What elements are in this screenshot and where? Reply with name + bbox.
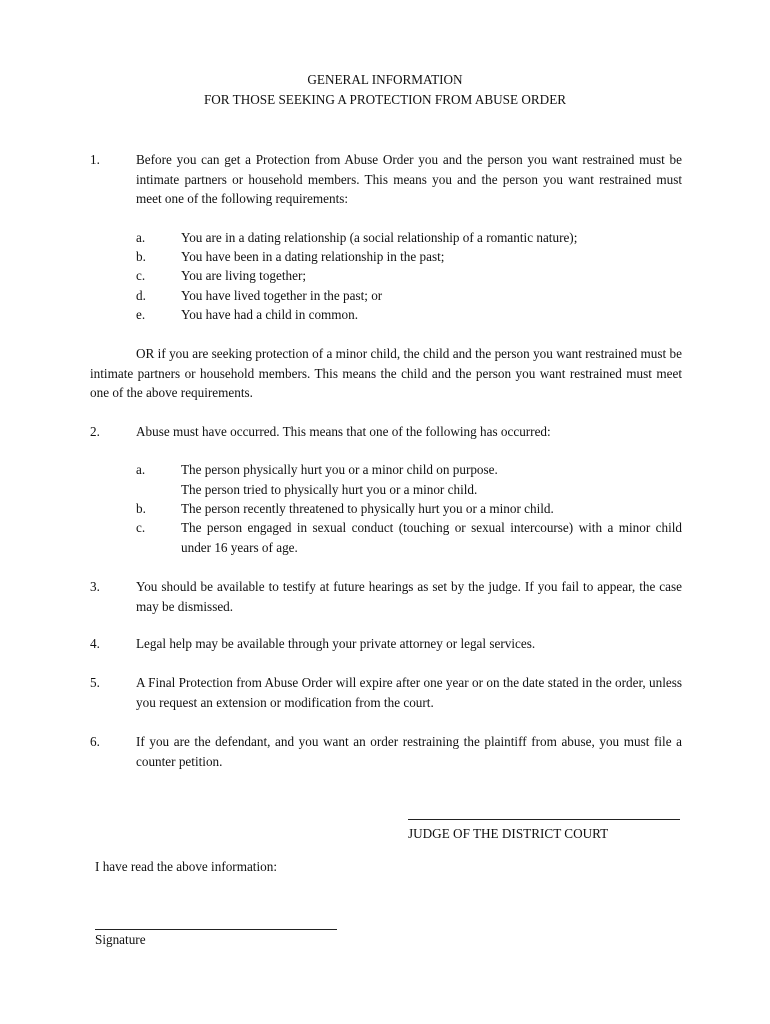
section-1-item-b-text: You have been in a dating relationship in the past; <box>181 249 445 264</box>
title-line-1: GENERAL INFORMATION <box>307 72 463 87</box>
judge-label: JUDGE OF THE DISTRICT COURT <box>408 826 609 841</box>
section-1-item-c-letter: c. <box>136 268 146 283</box>
acknowledgement-text: I have read the above information: <box>95 859 277 874</box>
section-1-item-e-text: You have had a child in common. <box>181 307 359 322</box>
section-5-number: 5. <box>90 675 100 690</box>
section-1-item-a-text: You are in a dating relationship (a social relationship of a romantic nature); <box>181 230 578 245</box>
section-2-item-b-text: The person recently threatened to physically hurt you or a minor child. <box>181 501 554 516</box>
section-2-item-b-letter: b. <box>136 501 146 516</box>
section-1-text: Before you can get a Protection from Abuse Order you and the person you want restrained must be intimate partners or household members. This means you and the person you want restrained must meet one of the following requirements: <box>136 152 682 206</box>
section-2-item-a-letter: a. <box>136 462 146 477</box>
section-2-text: Abuse must have occurred. This means that one of the following has occurred: <box>136 424 551 439</box>
section-1-item-d-text: You have lived together in the past; or <box>181 288 383 303</box>
section-3-number: 3. <box>90 579 100 594</box>
section-1-number: 1. <box>90 152 100 167</box>
section-1-item-e-letter: e. <box>136 307 146 322</box>
minor-child-paragraph: OR if you are seeking protection of a minor child, the child and the person you want restrained must be intimate partners or household members. This means the child and the person you want restrained must meet one of the above requirements. <box>90 346 682 400</box>
section-6-number: 6. <box>90 734 100 749</box>
section-2-number: 2. <box>90 424 100 439</box>
section-1-item-c-text: You are living together; <box>181 268 307 283</box>
section-4-number: 4. <box>90 636 100 651</box>
section-3-text: You should be available to testify at future hearings as set by the judge. If you fail to appear, the case may be dismissed. <box>136 579 682 614</box>
signature-label: Signature <box>95 932 146 947</box>
section-1-item-d-letter: d. <box>136 288 146 303</box>
section-5-text: A Final Protection from Abuse Order will expire after one year or on the date stated in the order, unless you request an extension or modification from the court. <box>136 675 682 710</box>
section-2-item-c-letter: c. <box>136 520 146 535</box>
section-2-item-c-text: The person engaged in sexual conduct (touching or sexual intercourse) with a minor child under 16 years of age. <box>181 520 682 555</box>
title-line-2: FOR THOSE SEEKING A PROTECTION FROM ABUSE ORDER <box>203 92 567 107</box>
section-4-text: Legal help may be available through your private attorney or legal services. <box>136 636 536 651</box>
section-2-item-a-text: The person physically hurt you or a minor child on purpose. <box>181 462 498 477</box>
judge-signature-line <box>408 819 680 820</box>
section-1-item-a-letter: a. <box>136 230 146 245</box>
section-2-item-a2-text: The person tried to physically hurt you or a minor child. <box>181 482 478 497</box>
section-6-text: If you are the defendant, and you want an order restraining the plaintiff from abuse, you must file a counter petition. <box>136 734 682 769</box>
section-1-item-b-letter: b. <box>136 249 146 264</box>
